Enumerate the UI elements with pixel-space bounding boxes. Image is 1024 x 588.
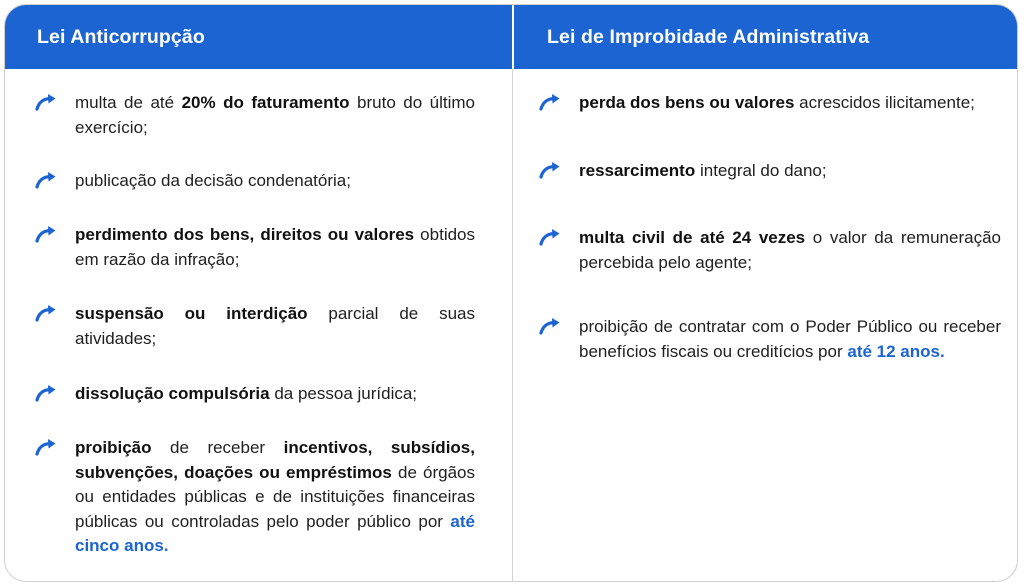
curved-arrow-icon — [35, 382, 75, 407]
list-item — [539, 226, 1001, 275]
list-item-text: proibição de receber incentivos, subsídios, subvenções, doações ou empréstimos de órgãos ou entidades públicas e de instituições financeiras públicas ou controladas pelo poder público por até cinco anos. — [75, 438, 476, 555]
list-item — [539, 91, 1001, 116]
list-item-text: multa de até 20% do faturamento bruto do último exercício; — [75, 93, 475, 137]
list-item-text: suspensão ou interdição parcial de suas atividades; — [75, 304, 475, 348]
list-item-text: publicação da decisão condenatória; — [75, 171, 351, 190]
list-item-text: dissolução compulsória da pessoa jurídica; — [75, 384, 418, 403]
curved-arrow-icon — [539, 159, 579, 184]
list-item-text: ressarcimento integral do dano; — [579, 161, 827, 180]
list-item-text: multa civil de até 24 vezes o valor da remuneração percebida pelo agente; — [579, 228, 1001, 272]
list-item — [35, 302, 475, 351]
comparison-card — [4, 4, 1018, 582]
column-divider — [512, 69, 513, 582]
list-item — [35, 382, 475, 407]
list-item — [35, 223, 475, 272]
list-item — [539, 315, 1001, 364]
list-item — [35, 436, 475, 559]
list-item-text: proibição de contratar com o Poder Público ou receber benefícios fiscais ou creditícios por até 12 anos. — [579, 317, 1001, 361]
list-item-text: perdimento dos bens, direitos ou valores obtidos em razão da infração; — [75, 225, 476, 269]
curved-arrow-icon — [539, 226, 579, 275]
header-divider — [512, 5, 514, 69]
curved-arrow-icon — [35, 223, 75, 272]
list-item — [35, 169, 475, 194]
list-item — [539, 159, 1001, 184]
header-left-title: Lei Anticorrupção — [37, 25, 205, 48]
curved-arrow-icon — [539, 91, 579, 116]
curved-arrow-icon — [35, 169, 75, 194]
table-header — [5, 5, 1017, 69]
header-right-title: Lei de Improbidade Administrativa — [547, 25, 870, 48]
curved-arrow-icon — [539, 315, 579, 364]
curved-arrow-icon — [35, 302, 75, 351]
list-item — [35, 91, 475, 140]
list-item-text: perda dos bens ou valores acrescidos ilicitamente; — [579, 93, 975, 112]
curved-arrow-icon — [35, 436, 75, 559]
curved-arrow-icon — [35, 91, 75, 140]
